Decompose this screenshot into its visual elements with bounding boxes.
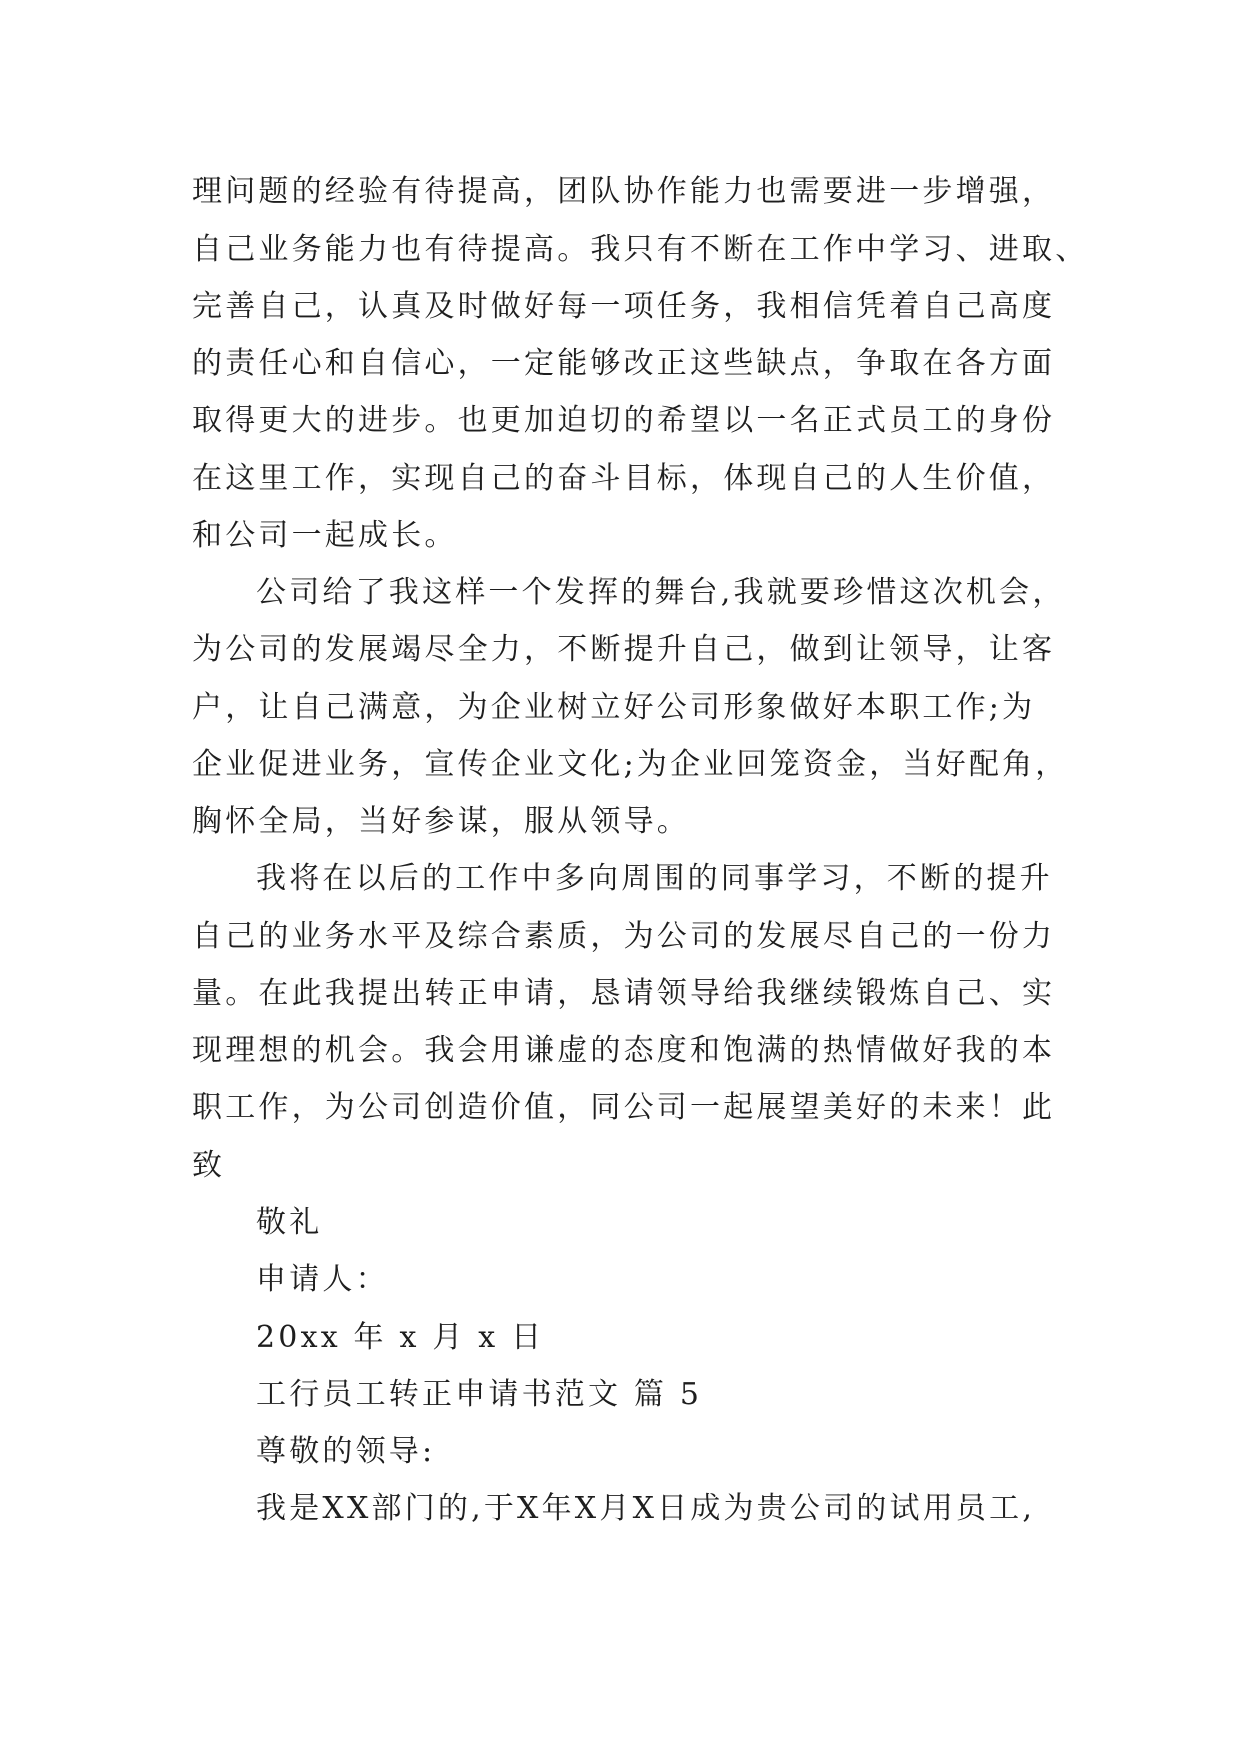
text-line: 自己的业务水平及综合素质，为公司的发展尽自己的一份力 <box>192 919 1056 954</box>
text-line: 致 <box>192 1148 226 1183</box>
greeting: 尊敬的领导: <box>256 1434 436 1469</box>
text-line: 完善自己，认真及时做好每一项任务，我相信凭着自己高度 <box>192 289 1056 324</box>
text-line: 职工作，为公司创造价值，同公司一起展望美好的未来！此 <box>192 1090 1056 1125</box>
text-line: 和公司一起成长。 <box>192 518 458 553</box>
text-line: 在这里工作，实现自己的奋斗目标，体现自己的人生价值， <box>192 461 1056 496</box>
text-line: 胸怀全局，当好参谋，服从领导。 <box>192 804 690 839</box>
text-line: 的责任心和自信心，一定能够改正这些缺点，争取在各方面 <box>192 346 1056 381</box>
text-line: 理问题的经验有待提高，团队协作能力也需要进一步增强， <box>192 174 1056 209</box>
applicant-label: 申请人： <box>256 1262 389 1297</box>
text-line: 户，让自己满意，为企业树立好公司形象做好本职工作;为 <box>192 690 1036 725</box>
text-line: 现理想的机会。我会用谦虚的态度和饱满的热情做好我的本 <box>192 1033 1056 1068</box>
text-line: 量。在此我提出转正申请，恳请领导给我继续锻炼自己、实 <box>192 976 1056 1011</box>
section-heading: 工行员工转正申请书范文 篇 5 <box>256 1377 703 1412</box>
paragraph-first-line: 公司给了我这样一个发挥的舞台,我就要珍惜这次机会， <box>256 575 1066 610</box>
closing-salutation: 敬礼 <box>256 1205 323 1240</box>
date-line: 20xx 年 x 月 x 日 <box>256 1320 545 1355</box>
text-line: 取得更大的进步。也更加迫切的希望以一名正式员工的身份 <box>192 403 1056 438</box>
paragraph-first-line: 我是XX部门的,于X年X月X日成为贵公司的试用员工, <box>256 1491 1036 1526</box>
paragraph-first-line: 我将在以后的工作中多向周围的同事学习，不断的提升 <box>256 861 1053 896</box>
text-line: 为公司的发展竭尽全力，不断提升自己，做到让领导，让客 <box>192 632 1056 667</box>
text-line: 企业促进业务，宣传企业文化;为企业回笼资金，当好配角， <box>192 747 1069 782</box>
text-line: 自己业务能力也有待提高。我只有不断在工作中学习、进取、 <box>192 232 1089 267</box>
